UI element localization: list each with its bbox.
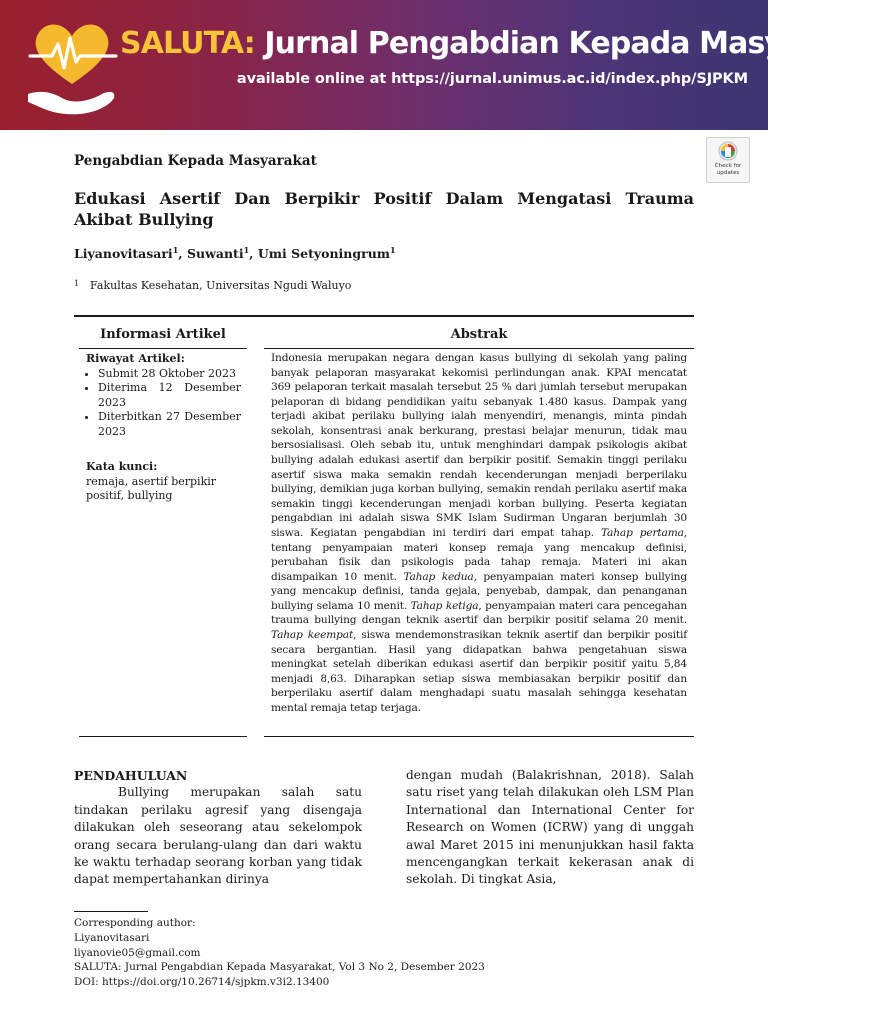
available-online-link[interactable]: available online at https://jurnal.unimus.ac.id/index.php/SJPKM — [236, 71, 748, 87]
abstract-bottom-rule — [264, 736, 694, 737]
heart-hand-logo-icon — [26, 14, 118, 118]
abstract-segment-italic: Tahap ketiga — [410, 599, 479, 612]
article-title: Edukasi Asertif Dan Berpikir Positif Dalam Mengatasi Trauma Akibat Bullying — [74, 189, 694, 229]
history-item-submit: • Submit 28 Oktober 2023 — [98, 367, 241, 382]
abstract-segment-italic: Tahap kedua — [403, 570, 474, 583]
info-heading-rule — [79, 348, 247, 349]
abstract-segment-italic: Tahap keempat — [271, 628, 354, 641]
history-item-accepted: • Diterima 12 Desember 2023 — [98, 381, 241, 410]
history-list — [86, 367, 241, 440]
abstract-segment: , penyampaian materi cara pencegahan trauma bullying dengan teknik asertif dan berpikir positif selama 20 menit. — [271, 599, 687, 627]
footer-block — [74, 916, 485, 990]
abstract-heading-rule — [264, 348, 694, 349]
body-left-column — [74, 767, 362, 889]
table-top-rule — [74, 315, 694, 317]
author-name: Liyanovitasari — [74, 246, 173, 262]
check-for-updates-label: Check for updates — [714, 163, 742, 176]
abstract-segment: , penyampaian materi konsep bullying yang mencakup definisi, tanda gejala, penyebab, dampak, dan penanganan bullying selama 10 menit. — [271, 570, 687, 612]
footnote-rule — [74, 911, 148, 912]
abstract-text — [271, 351, 687, 715]
check-for-updates-badge[interactable] — [706, 137, 750, 183]
keywords-label: Kata kunci: — [86, 460, 158, 473]
author-name: Umi Setyoningrum — [257, 246, 391, 262]
crossmark-icon — [718, 141, 738, 161]
journal-name — [120, 26, 888, 61]
affiliation-text: Fakultas Kesehatan, Universitas Ngudi Waluyo — [90, 279, 352, 292]
abstract-segment: Indonesia merupakan negara dengan kasus bullying di sekolah yang paling banyak pelaporan masyarakat kekomisi perlindungan anak. KPAI mencatat 369 pelaporan terkait masalah tersebut 25 % dari jumlah tersebut merupakan pelaporan di bidang pendidikan yaitu sebanyak 1.480 kasus. Dampak yang terjadi akibat perilaku bullying ialah menyendiri, menangis, minta pindah sekolah, konsentrasi anak berkurang, prestasi belajar menurun, tidak mau bersosialisasi. Oleh sebab itu, untuk menghindari dampak psikologis akibat bullying adalah edukasi asertif dan berpikir positif. Semakin tinggi perilaku asertif siswa maka semakin rendah kecenderungan menjadi berperilaku bullying, demikian juga korban bullying, semakin rendah perilaku asertif maka semakin tinggi kecenderungan menjadi korban bullying. Peserta kegiatan pengabdian ini adalah siswa SMK Islam Sudirman Ungaran berjumlah 30 siswa. Kegiatan pengabdian ini terdiri dari empat tahap. — [271, 352, 687, 539]
journal-citation: SALUTA: Jurnal Pengabdian Kepada Masyarakat, Vol 3 No 2, Desember 2023 — [74, 961, 485, 974]
keywords-text: remaja, asertif berpikir positif, bullying — [86, 474, 217, 502]
abstract-segment-italic: Tahap pertama, — [600, 526, 687, 539]
corresponding-author-label: Corresponding author: — [74, 917, 196, 929]
history-item-published: • Diterbitkan 27 Desember 2023 — [98, 410, 241, 439]
history-label: Riwayat Artikel: — [86, 352, 185, 365]
body-right-column — [406, 767, 694, 889]
author-name: Suwanti — [186, 246, 244, 262]
journal-banner — [0, 0, 888, 130]
introduction-paragraph-continued: dengan mudah (Balakrishnan, 2018). Salah satu riset yang telah dilakukan oleh LSM Plan International dan International Center for Research on Women (ICRW) yang di unggah awal Maret 2015 ini menunjukkan hasil fakta mencengangkan terkait kekerasan anak di sekolah. Di tingkat Asia, — [406, 768, 694, 887]
corresponding-author-name: Liyanovitasari — [74, 931, 150, 944]
abstract-segment: tentang penyampaian materi konsep remaja yang mencakup definisi, perubahan fisik dan psikologis pada tahap remaja. Materi ini akan disampaikan 10 menit. — [271, 541, 687, 583]
abstract-heading: Abstrak — [450, 327, 508, 342]
introduction-paragraph: Bullying merupakan salah satu tindakan perilaku agresif yang disengaja dilakukan oleh seseorang atau sekelompok orang secara berulang-ulang dan dari waktu ke waktu terhadap seorang korban yang tidak dapat mempertahankan dirinya — [74, 785, 362, 887]
info-bottom-rule — [79, 736, 247, 737]
article-info-heading: Informasi Artikel — [100, 327, 226, 342]
affiliation — [74, 279, 351, 292]
introduction-heading: PENDAHULUAN — [74, 768, 188, 783]
author-affiliation-mark: 1 — [243, 245, 250, 255]
article-section-type: Pengabdian Kepada Masyarakat — [74, 153, 317, 169]
doi-link[interactable]: DOI: https://doi.org/10.26714/sjpkm.v3i2.13400 — [74, 976, 330, 989]
affiliation-number: 1 — [74, 279, 80, 288]
author-affiliation-mark: 1 — [172, 245, 179, 255]
corresponding-author-email[interactable]: liyanovie05@gmail.com — [74, 946, 201, 959]
journal-name-rest: Jurnal Pengabdian Kepada Masyarakat — [254, 26, 888, 61]
author-affiliation-mark: 1 — [390, 245, 396, 255]
author-separator: , — [178, 246, 187, 262]
author-separator: , — [249, 246, 258, 262]
article-info-column — [86, 352, 241, 504]
author-list — [74, 245, 396, 261]
abstract-segment: , siswa mendemonstrasikan teknik asertif dan berpikir positif secara bergantian. Hasil yang didapatkan bahwa pengetahuan siswa meningkat setelah diberikan edukasi asertif dan berpikir positif yaitu 5,84 menjadi 8,63. Diharapkan setiap siswa membiasakan berpikir positif dan berperilaku asertif dalam menghadapi suatu masalah sehingga kesehatan mental remaja tetap terjaga. — [271, 628, 687, 714]
journal-name-accent: SALUTA: — [120, 26, 255, 61]
